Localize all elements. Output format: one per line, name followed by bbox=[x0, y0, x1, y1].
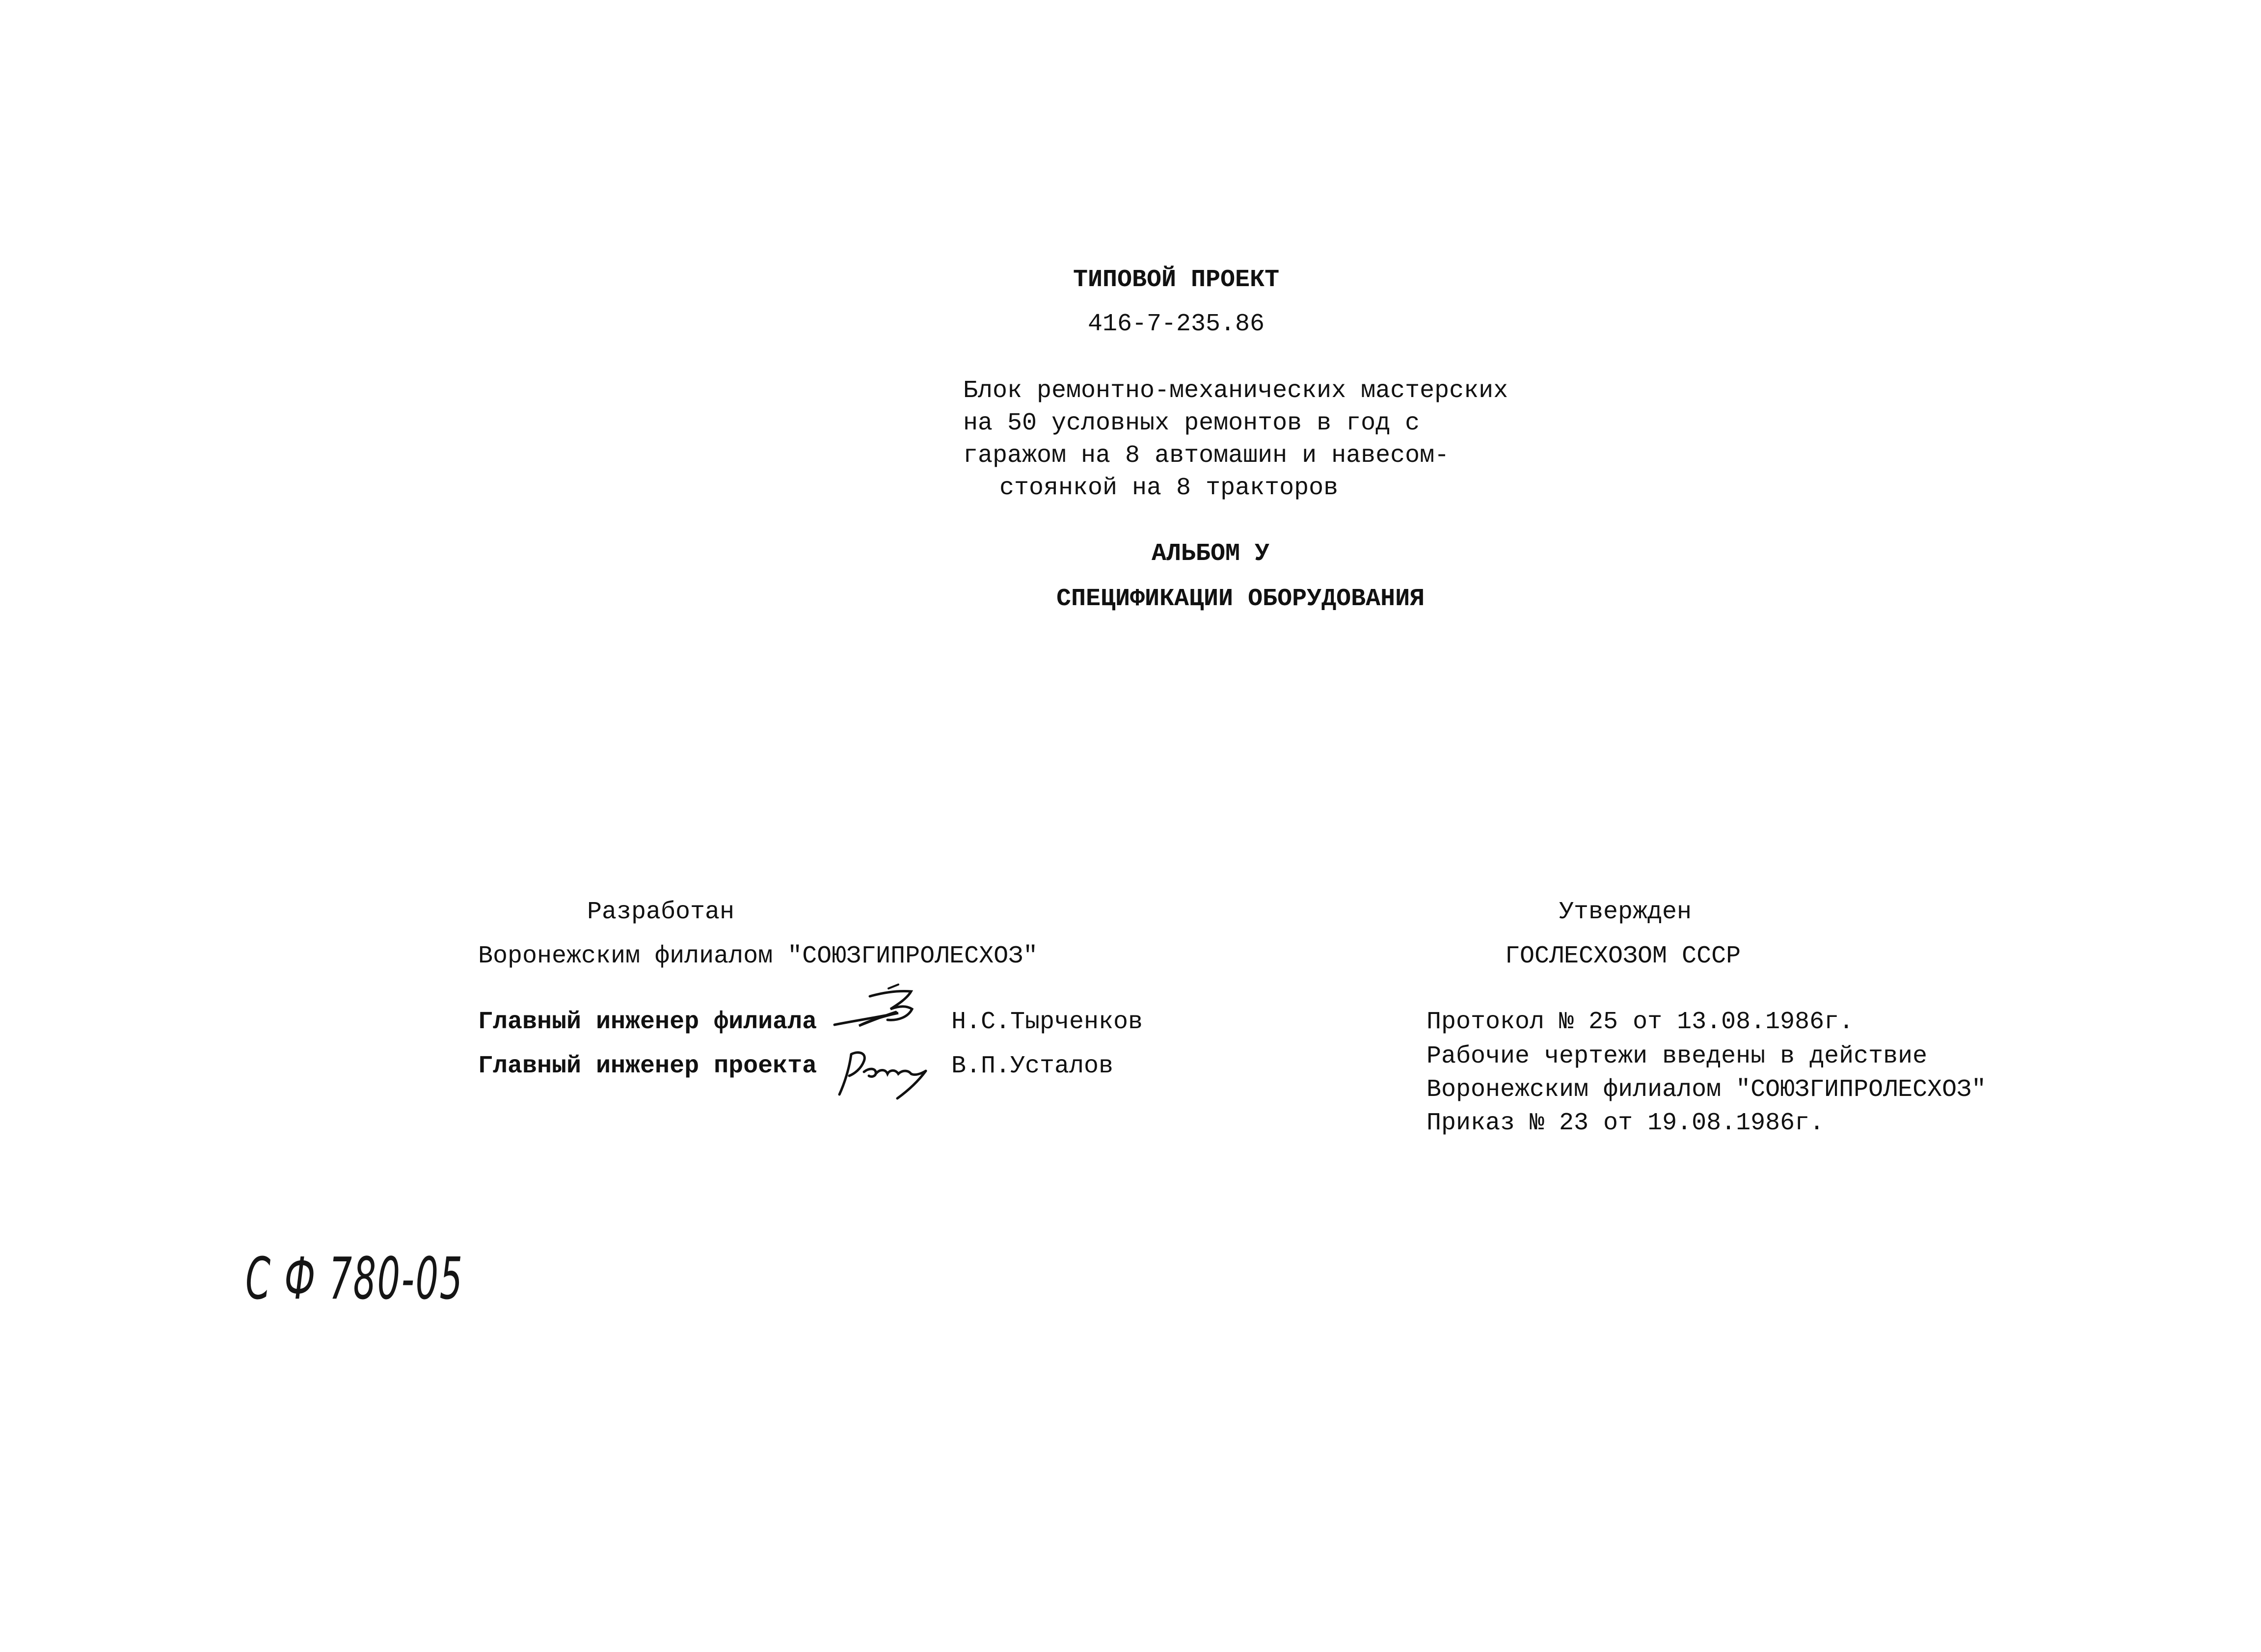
signatory-name-project-engineer: В.П.Усталов bbox=[951, 1052, 1114, 1080]
album-subtitle: СПЕЦИФИКАЦИИ ОБОРУДОВАНИЯ bbox=[1056, 585, 1425, 613]
developed-organization: Воронежским филиалом "СОЮЗГИПРОЛЕСХОЗ" bbox=[478, 942, 1038, 970]
description-line-4: стоянкой на 8 тракторов bbox=[999, 474, 1339, 502]
approved-protocol: Протокол № 25 от 13.08.1986г. bbox=[1427, 1008, 1854, 1036]
album-title: АЛЬБОМ У bbox=[1152, 540, 1270, 568]
document-type-title: ТИПОВОЙ ПРОЕКТ bbox=[1073, 266, 1280, 294]
approved-order: Приказ № 23 от 19.08.1986г. bbox=[1427, 1109, 1825, 1137]
developed-heading: Разработан bbox=[587, 898, 735, 926]
project-number: 416-7-235.86 bbox=[1088, 310, 1265, 338]
stamp-code: С Ф 780-05 bbox=[245, 1245, 464, 1312]
description-line-2: на 50 условных ремонтов в год с bbox=[963, 409, 1420, 437]
approved-enacted-organization: Воронежским филиалом "СОЮЗГИПРОЛЕСХОЗ" bbox=[1427, 1076, 1987, 1104]
signatory-role-project-engineer: Главный инженер проекта bbox=[478, 1052, 817, 1080]
signatory-role-branch-engineer: Главный инженер филиала bbox=[478, 1008, 817, 1036]
description-line-1: Блок ремонтно-механических мастерских bbox=[963, 377, 1508, 405]
approved-heading: Утвержден bbox=[1559, 898, 1692, 926]
approved-organization: ГОСЛЕСХОЗОМ СССР bbox=[1505, 942, 1741, 970]
description-line-3: гаражом на 8 автомашин и навесом- bbox=[963, 442, 1450, 470]
approved-enacted-line: Рабочие чертежи введены в действие bbox=[1427, 1042, 1928, 1070]
signatory-name-branch-engineer: Н.С.Тырченков bbox=[951, 1008, 1143, 1036]
signature-branch-engineer bbox=[825, 982, 923, 1040]
signature-project-engineer bbox=[834, 1039, 933, 1103]
